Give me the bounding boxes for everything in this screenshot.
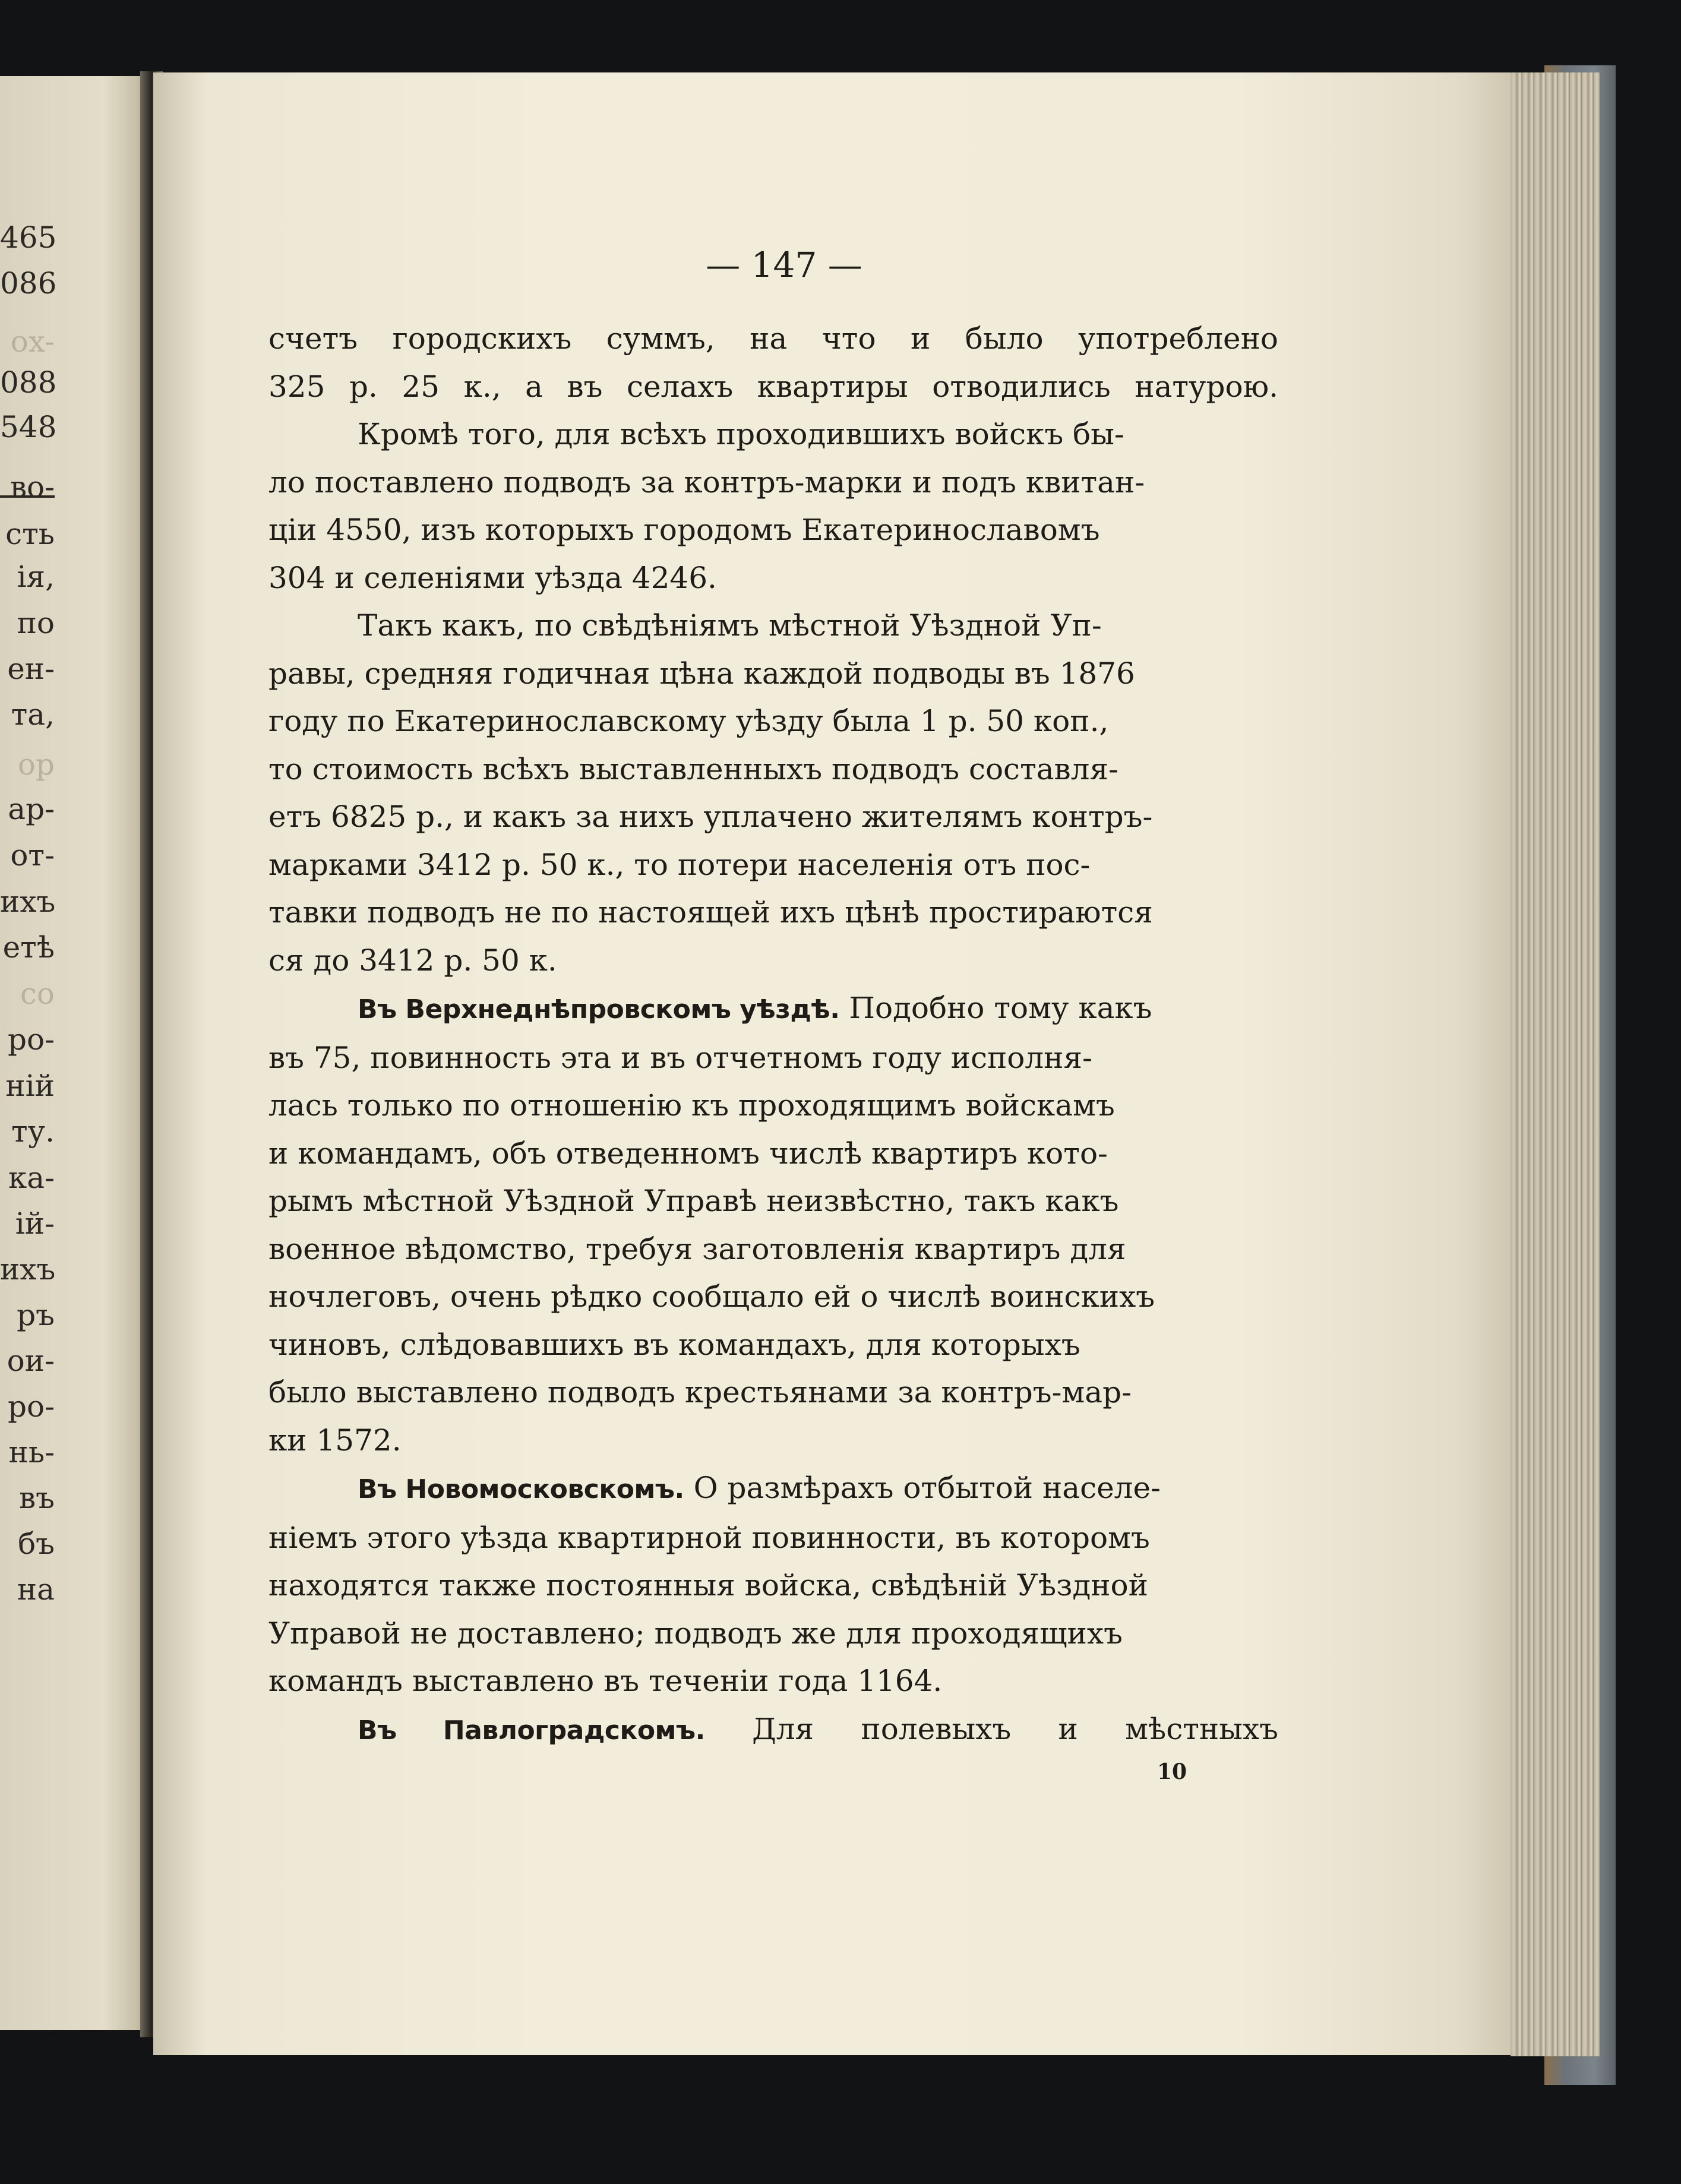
paragraph	[268, 1705, 1278, 1755]
left-fragment: ен-	[7, 652, 55, 686]
left-fragment: от-	[10, 838, 55, 873]
left-fragment: ка-	[8, 1161, 55, 1195]
left-fragment: 088	[0, 365, 57, 400]
left-fragment: ій-	[15, 1206, 55, 1241]
page-edges	[1511, 72, 1600, 2056]
left-fragment: на	[17, 1572, 55, 1607]
signature-mark: 10	[1157, 1759, 1187, 1784]
left-fragment: етѣ	[2, 930, 55, 965]
left-fragment: 086	[0, 266, 57, 301]
left-fragment: ихъ	[0, 884, 56, 919]
paragraph-text: Кромѣ того, для всѣхъ проходившихъ войскъ бы- ло поставлено подводъ за контръ-марки и подъ квитан- ціи 4550, изъ которыхъ городомъ Екатеринославомъ 304 и селеніями уѣзда 4246.	[268, 417, 1145, 595]
left-fragment: въ	[19, 1481, 55, 1515]
left-page-fragment	[0, 76, 148, 2030]
left-fragment: 465	[0, 220, 57, 255]
paragraph	[268, 410, 1278, 602]
left-fragment: бъ	[18, 1526, 55, 1561]
section-heading: Въ Новомосковскомъ.	[358, 1474, 684, 1505]
paragraph-text: Такъ какъ, по свѣдѣніямъ мѣстной Уѣздной Уп- равы, средняя годичная цѣна каждой подводы въ 1876 году по Екатеринославскому уѣзду была 1 р. 50 коп., то стоимость всѣхъ выставленныхъ подводъ составля- етъ 6825 р., и какъ за нихъ уплачено жителямъ контръ- марками 3412 р. 50 к., то потери населенія отъ пос- тавки подводъ не по настоящей ихъ цѣнѣ простираются ся до 3412 р. 50 к.	[268, 608, 1153, 978]
paragraph-text: счетъ городскихъ суммъ, на что и было употреблено 325 р. 25 к., а въ селахъ квартиры отводились натурою.	[268, 321, 1278, 404]
left-fragment: ар-	[8, 792, 55, 826]
left-fragment: ній	[5, 1069, 55, 1103]
left-fragment: по	[17, 606, 55, 640]
paragraph	[268, 602, 1278, 984]
paragraph-text: О размѣрахъ отбытой населе- ніемъ этого уѣзда квартирной повинности, въ которомъ находятся также постоянныя войска, свѣдѣній Уѣздной Управой не доставлено; подводъ же для проходящихъ командъ выставлено въ теченіи года 1164.	[268, 1471, 1161, 1698]
section-heading: Въ Верхнеднѣпровскомъ уѣздѣ.	[358, 994, 840, 1025]
left-fragment: ox-	[10, 324, 55, 359]
page-number: — 147 —	[706, 245, 862, 285]
paragraph	[268, 984, 1278, 1464]
text-block	[268, 315, 1278, 1755]
left-fragment: ро-	[7, 1022, 55, 1057]
left-fragment: нь-	[8, 1435, 55, 1469]
left-fragment: ихъ	[0, 1252, 56, 1287]
left-fragment: сть	[5, 517, 55, 551]
paragraph	[268, 1464, 1278, 1705]
left-fragment: та,	[11, 697, 55, 732]
left-fragment: ръ	[17, 1298, 55, 1332]
left-fragment: во-	[10, 470, 55, 504]
left-fragment: ту.	[11, 1114, 55, 1149]
left-fragment: ро-	[7, 1389, 55, 1424]
left-fragment: ор	[17, 747, 55, 782]
paragraph-text: Для полевыхъ и мѣстныхъ	[704, 1711, 1278, 1746]
left-fragment: ои-	[7, 1344, 55, 1378]
left-fragment: ія,	[17, 560, 55, 594]
left-fragment: со	[20, 976, 55, 1011]
section-heading: Въ Павлоградскомъ.	[358, 1715, 705, 1746]
paragraph-text: Подобно тому какъ въ 75, повинность эта и въ отчетномъ году исполня- лась только по отношенію къ проходящимъ войскамъ и командамъ, объ отведенномъ числѣ квартиръ кото- рымъ мѣстной Уѣздной Управѣ неизвѣстно, такъ какъ военное вѣдомство, требуя заготовленія квартиръ для ночлеговъ, очень рѣдко сообщало ей о числѣ воинскихъ чиновъ, слѣдовавшихъ въ командахъ, для которыхъ было выставлено подводъ крестьянами за контръ-мар- ки 1572.	[268, 991, 1155, 1458]
left-fragment: 548	[0, 410, 57, 444]
paragraph	[268, 315, 1278, 410]
